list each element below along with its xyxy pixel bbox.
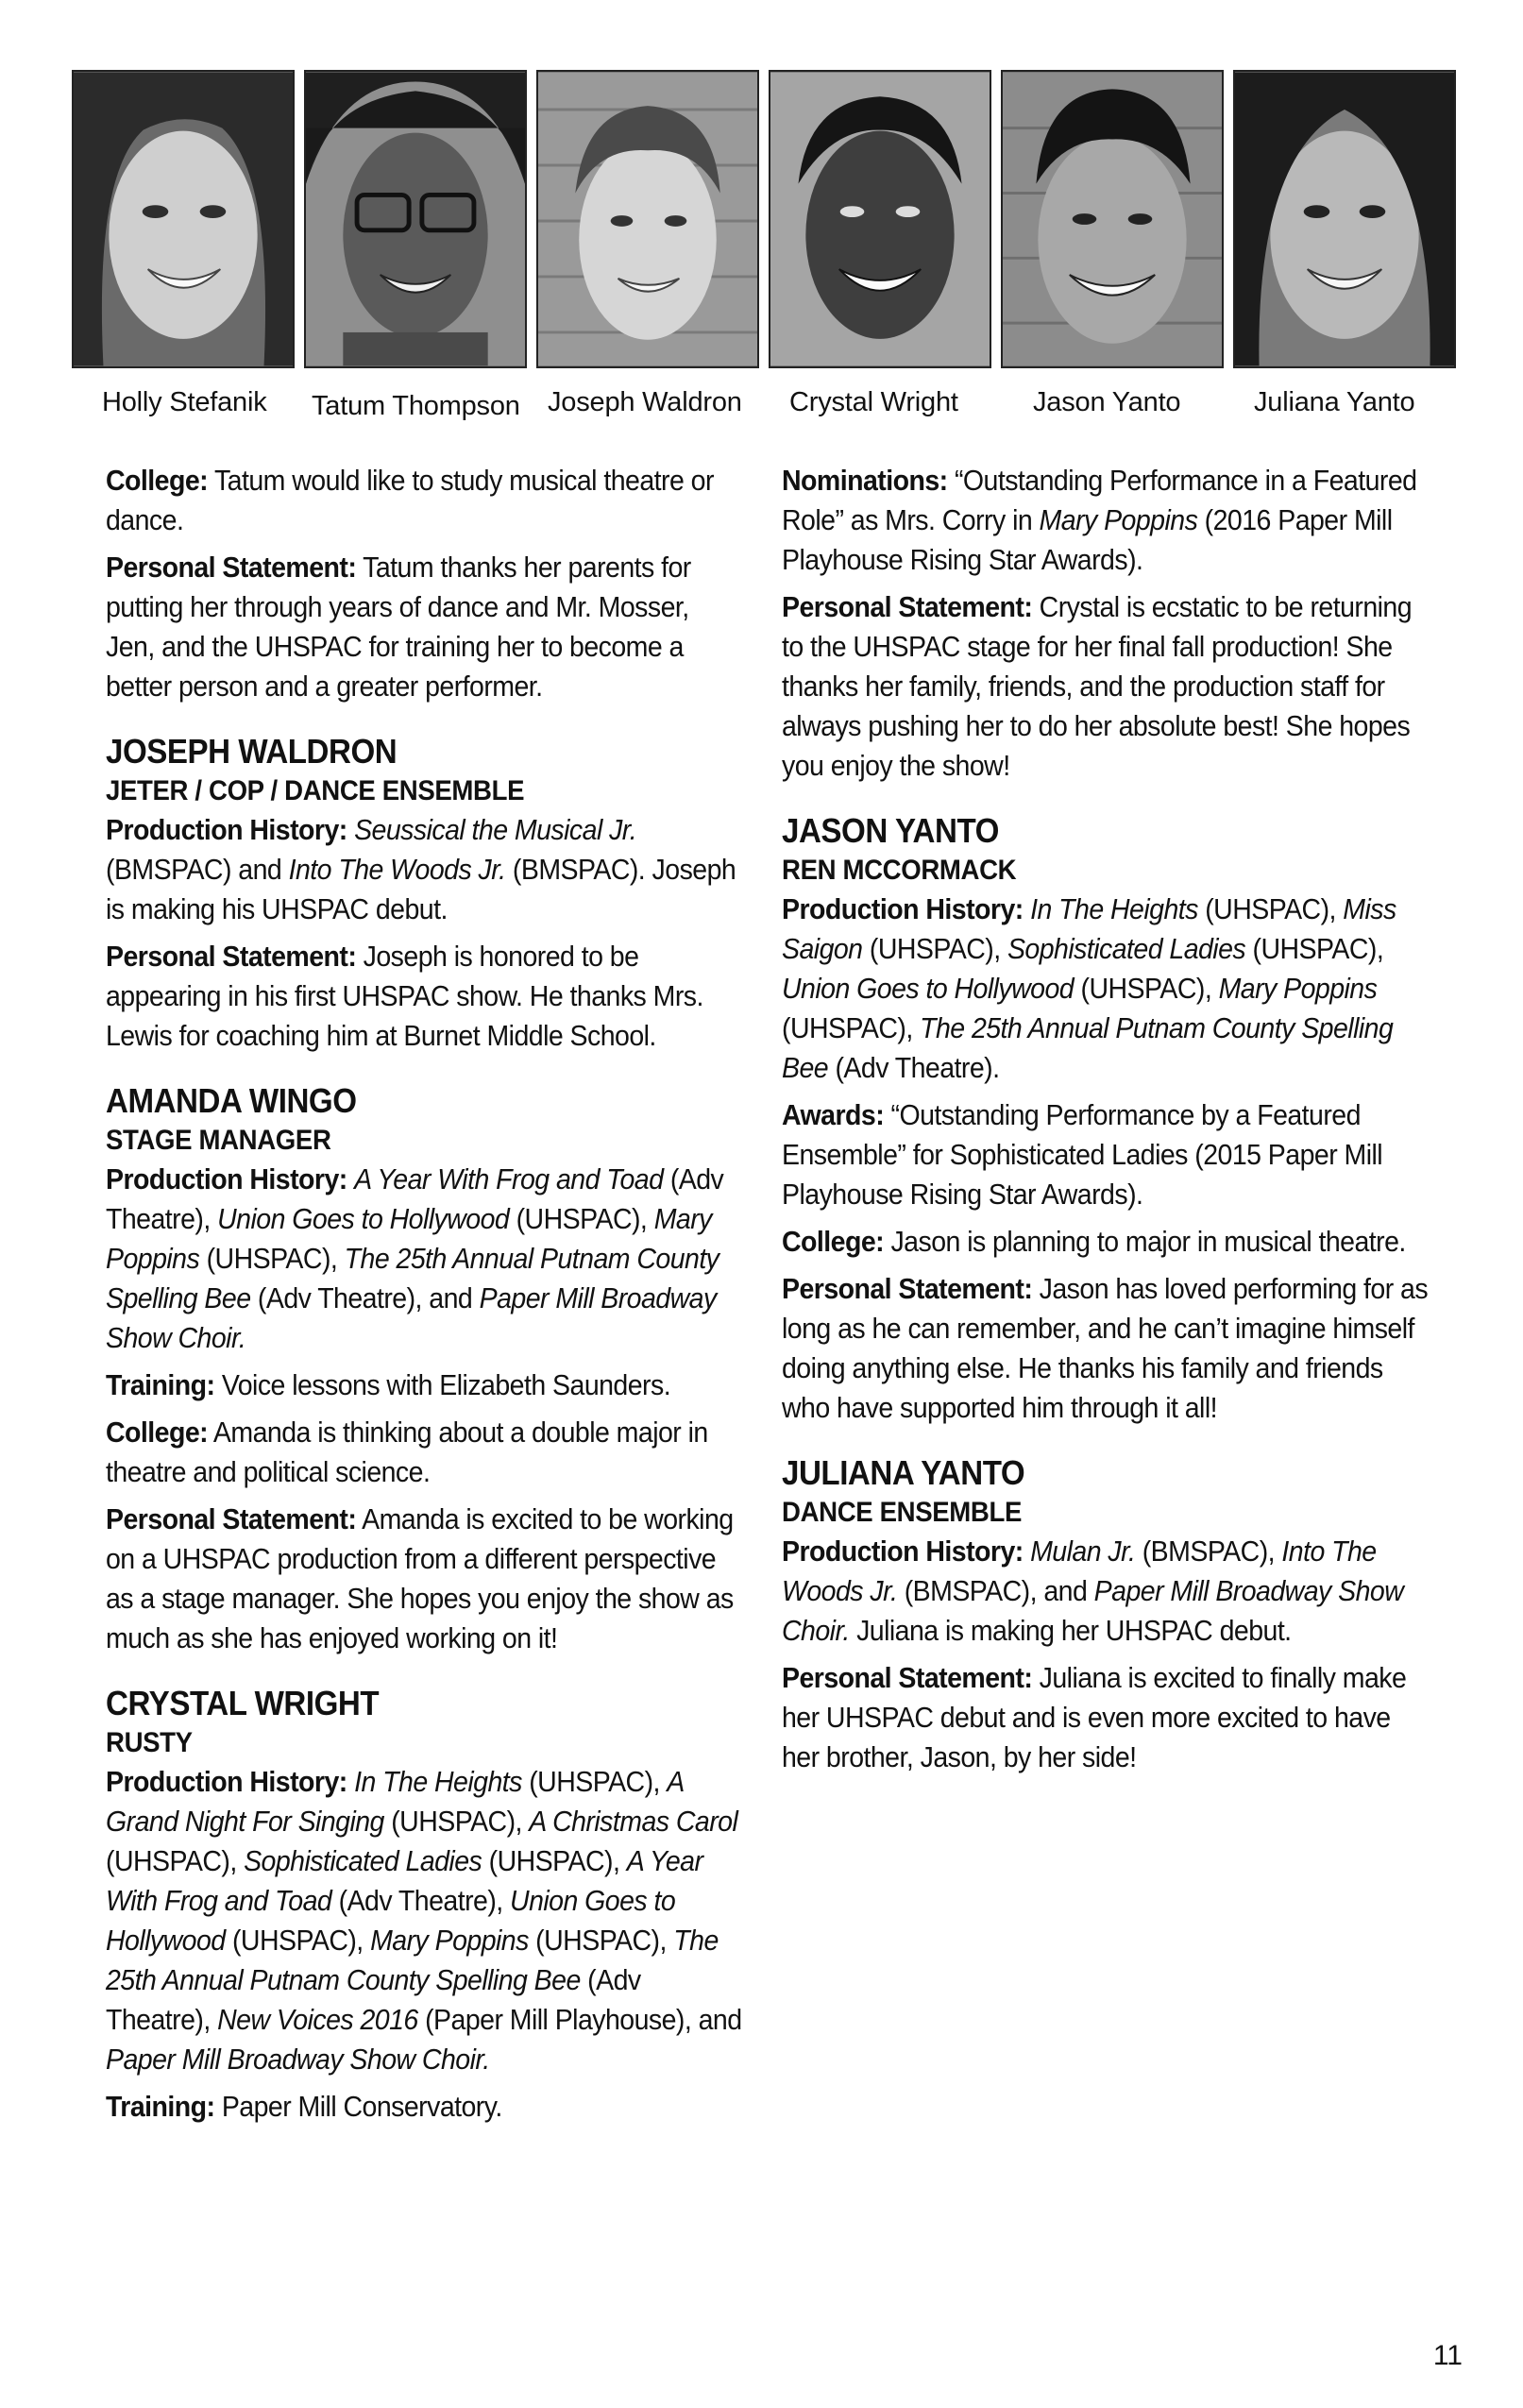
bio-role-crystal: RUSTY: [106, 1727, 193, 1758]
headshot-tatum: [304, 70, 527, 368]
headshot-joseph: [536, 70, 759, 368]
portrait-image: [1003, 72, 1222, 366]
page-number: 11: [1432, 2340, 1463, 2371]
bio-name-crystal: CRYSTAL WRIGHT: [106, 1684, 380, 1722]
bio-name-jason: JASON YANTO: [782, 811, 999, 850]
bio-role-juliana: DANCE ENSEMBLE: [782, 1497, 1023, 1528]
right-column: [782, 461, 1433, 1785]
jason-awards: Awards: “Outstanding Performance by a Featured Ensemble” for Sophisticated Ladies (2015 Paper Mill Playhouse Rising Star Awards).: [782, 1098, 1383, 1211]
joseph-statement: Personal Statement: Joseph is honored to be appearing in his first UHSPAC show. He thanks Mrs. Lewis for coaching him at Burnet Middle School.: [106, 940, 703, 1052]
juliana-statement: Personal Statement: Juliana is excited to finally make her UHSPAC debut and is even more excited to have her brother, Jason, by her side!: [782, 1661, 1407, 1773]
tatum-statement: Personal Statement: Tatum thanks her parents for putting her through years of dance and Mr. Mosser, Jen, and the UHSPAC for training her to become a better person and a greater performer.: [106, 551, 691, 703]
amanda-statement: Personal Statement: Amanda is excited to be working on a UHSPAC production from a different perspective as a stage manager. She hopes you enjoy the show as much as she has enjoyed working on it!: [106, 1502, 734, 1654]
amanda-training: Training: Voice lessons with Elizabeth Saunders.: [106, 1368, 671, 1401]
tatum-college: College: Tatum would like to study musical theatre or dance.: [106, 464, 714, 536]
headshot-juliana: [1233, 70, 1456, 368]
headshot-crystal: [769, 70, 991, 368]
juliana-history: Production History: Mulan Jr. (BMSPAC), Into The Woods Jr. (BMSPAC), and Paper Mill Broadway Show Choir. Juliana is making her UHSPAC debut.: [782, 1535, 1404, 1647]
amanda-history: Production History: A Year With Frog and Toad (Adv Theatre), Union Goes to Hollywood (UHSPAC), Mary Poppins (UHSPAC), The 25th Annual Putnam County Spelling Bee (Adv Theatre), and Paper Mill Broadway Show Choir.: [106, 1162, 724, 1354]
jason-history: Production History: In The Heights (UHSPAC), Miss Saigon (UHSPAC), Sophisticated Ladies (UHSPAC), Union Goes to Hollywood (UHSPAC), Mary Poppins (UHSPAC), The 25th Annual Putnam County Spelling Bee (Adv Theatre).: [782, 892, 1396, 1084]
jason-college: College: Jason is planning to major in musical theatre.: [782, 1225, 1406, 1258]
joseph-history: Production History: Seussical the Musical Jr. (BMSPAC) and Into The Woods Jr. (BMSPAC). Joseph is making his UHSPAC debut.: [106, 813, 736, 925]
portrait-image: [538, 72, 757, 366]
bio-name-juliana: JULIANA YANTO: [782, 1453, 1025, 1492]
left-column: [106, 461, 748, 2134]
crystal-statement: Personal Statement: Crystal is ecstatic to be returning to the UHSPAC stage for her final fall production! She thanks her family, friends, and the production staff for always pushing her to do her absolute best! She hopes you enjoy the show!: [782, 590, 1413, 782]
headshot-grid: [72, 70, 1450, 370]
bio-role-jason: REN MCCORMACK: [782, 855, 1017, 886]
caption-juliana: Juliana Yanto: [1254, 387, 1415, 417]
caption-tatum: Tatum Thompson: [312, 391, 520, 421]
headshot-holly: [72, 70, 295, 368]
portrait-image: [74, 72, 293, 366]
bio-name-joseph: JOSEPH WALDRON: [106, 732, 398, 771]
caption-jason: Jason Yanto: [1033, 387, 1181, 417]
caption-joseph: Joseph Waldron: [548, 387, 742, 417]
portrait-image: [770, 72, 990, 366]
jason-statement: Personal Statement: Jason has loved performing for as long as he can remember, and he can’t imagine himself doing anything else. He thanks his family and friends who have supported him through it all!: [782, 1272, 1429, 1424]
crystal-training: Training: Paper Mill Conservatory.: [106, 2090, 502, 2123]
portrait-image: [306, 72, 525, 366]
amanda-college: College: Amanda is thinking about a double major in theatre and political science.: [106, 1416, 708, 1488]
bio-name-amanda: AMANDA WINGO: [106, 1081, 357, 1120]
caption-crystal: Crystal Wright: [789, 387, 958, 417]
caption-holly: Holly Stefanik: [102, 387, 267, 417]
bio-role-joseph: JETER / COP / DANCE ENSEMBLE: [106, 775, 525, 806]
crystal-nominations: Nominations: “Outstanding Performance in a Featured Role” as Mrs. Corry in Mary Poppins (2016 Paper Mill Playhouse Rising Star Awards).: [782, 464, 1417, 576]
portrait-image: [1235, 72, 1454, 366]
crystal-history: Production History: In The Heights (UHSPAC), A Grand Night For Singing (UHSPAC), A Christmas Carol (UHSPAC), Sophisticated Ladies (UHSPAC), A Year With Frog and Toad (Adv Theatre), Union Goes to Hollywood (UHSPAC), Mary Poppins (UHSPAC), The 25th Annual Putnam County Spelling Bee (Adv Theatre), New Voices 2016 (Paper Mill Playhouse), and Paper Mill Broadway Show Choir.: [106, 1765, 742, 2076]
headshot-jason: [1001, 70, 1224, 368]
bio-role-amanda: STAGE MANAGER: [106, 1125, 331, 1156]
